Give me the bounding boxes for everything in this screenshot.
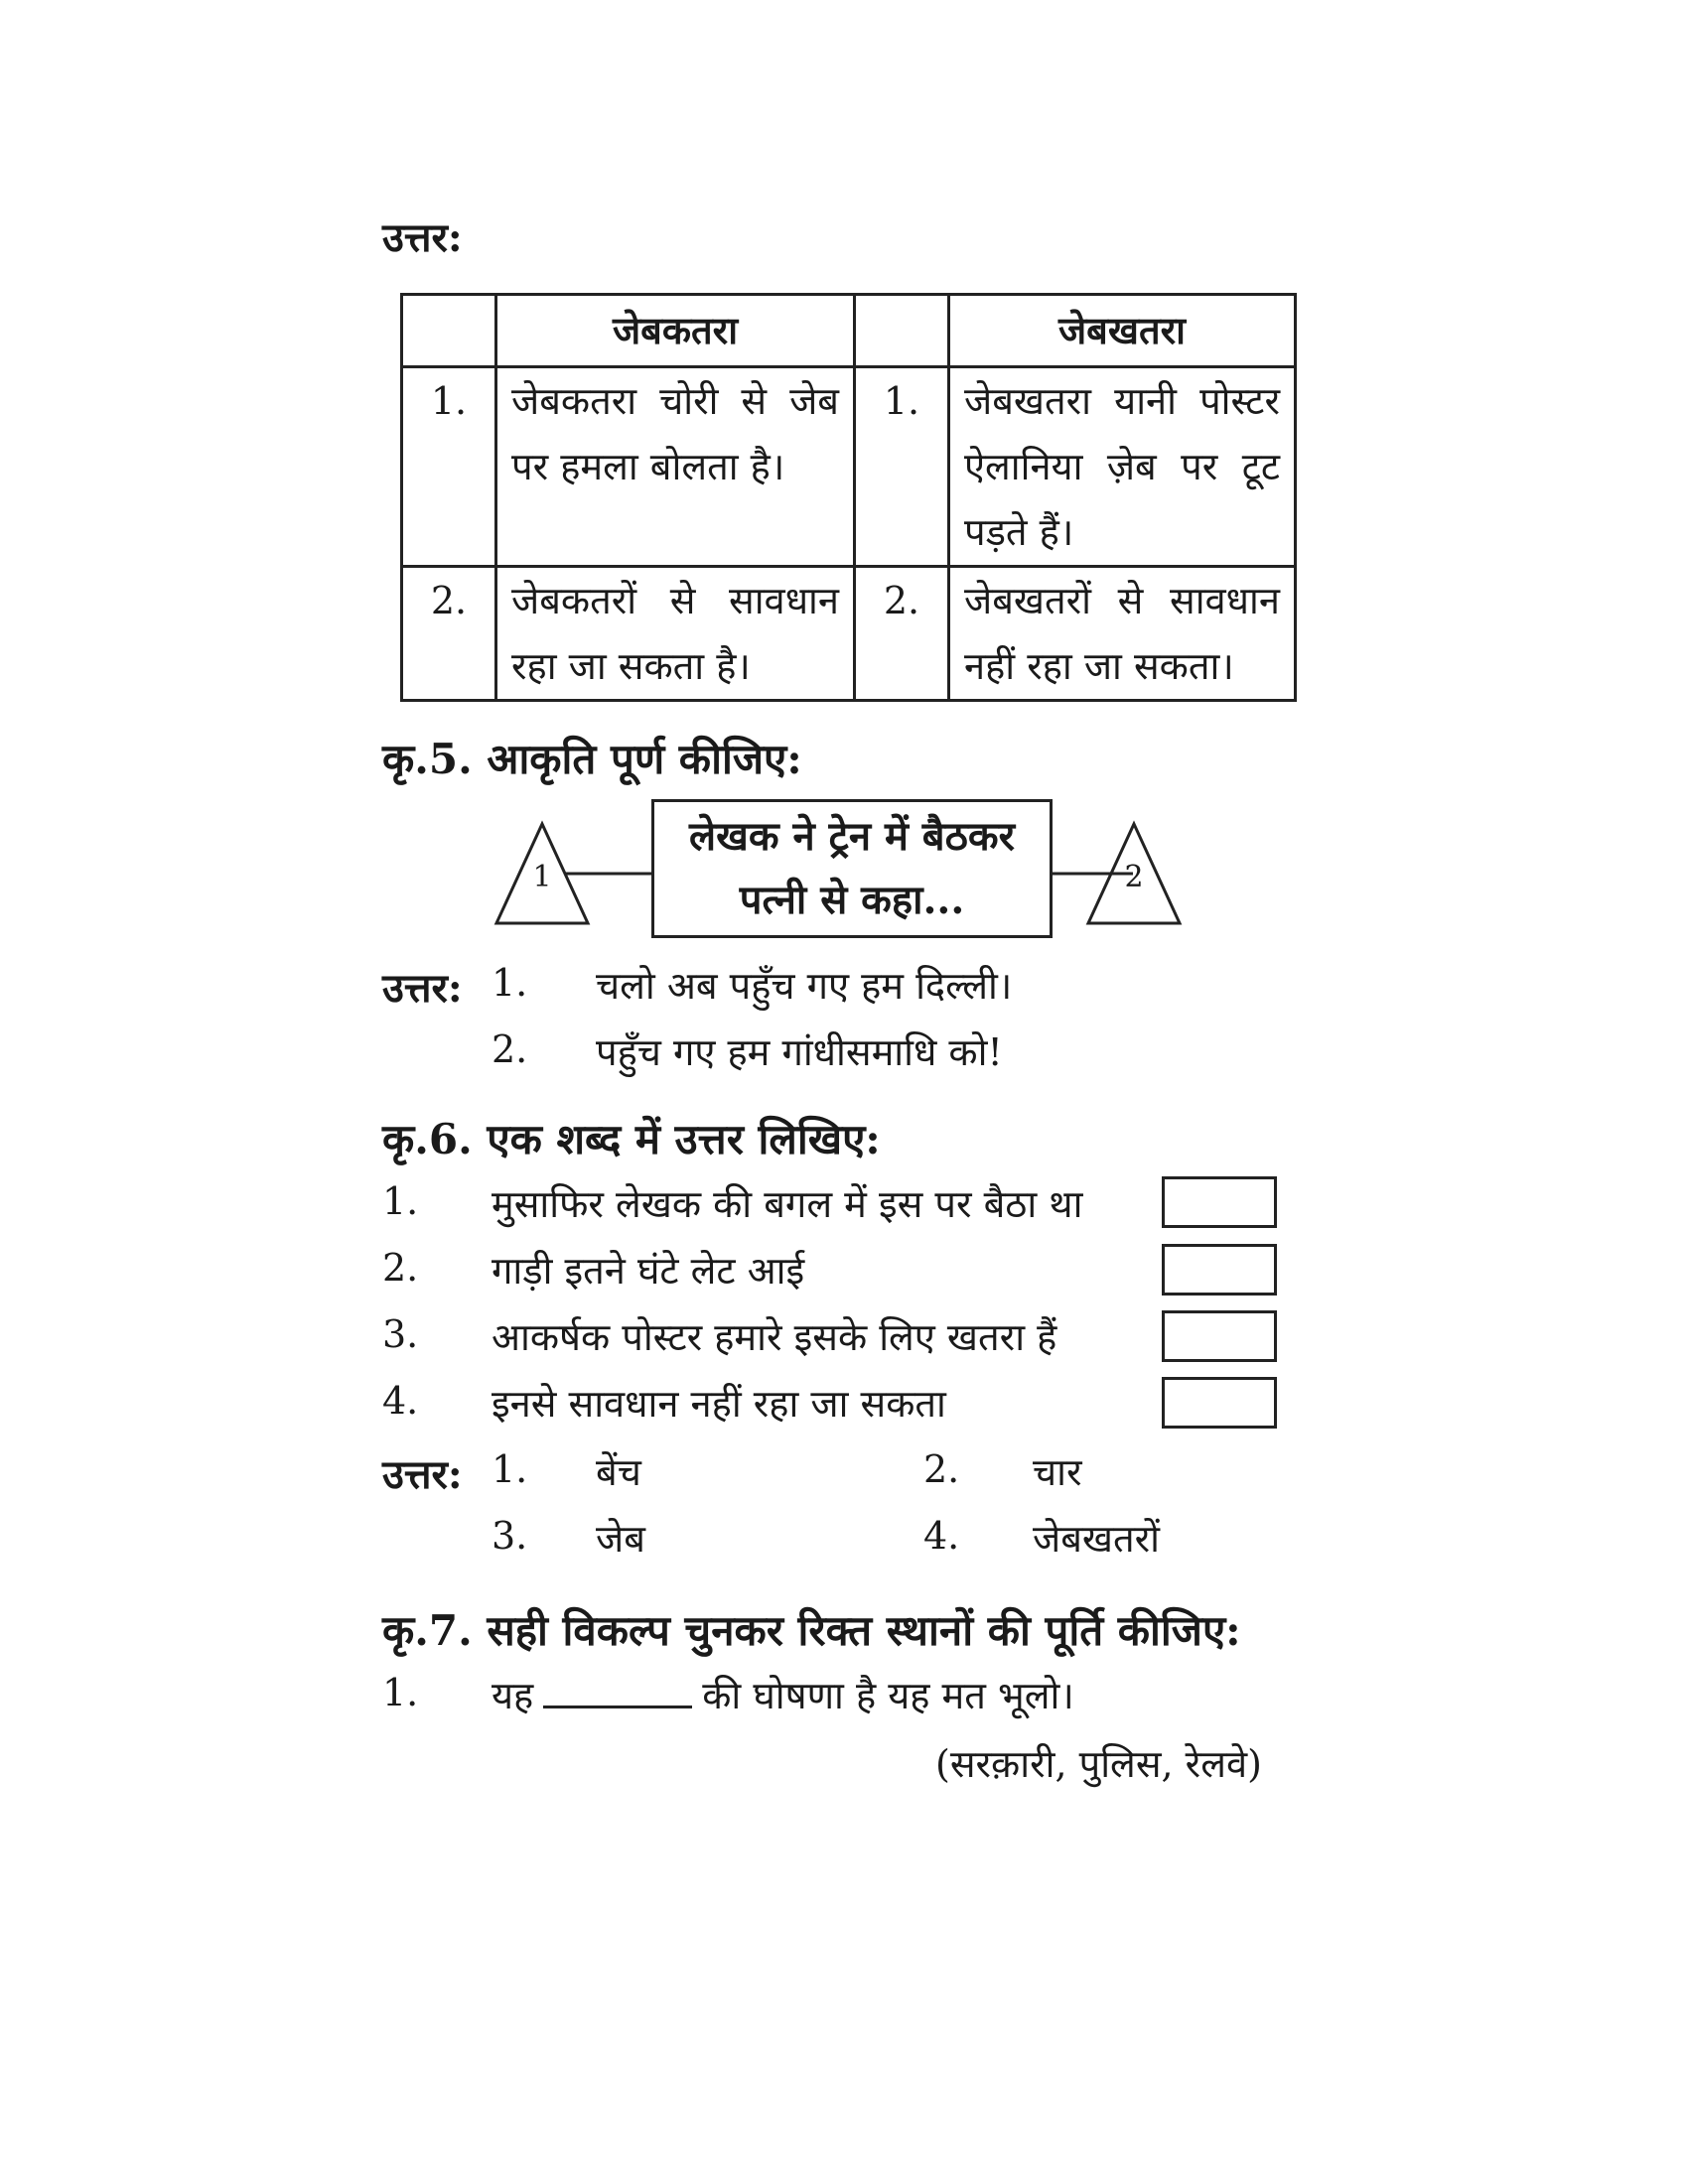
answer-label-top: उत्तर: [382,214,463,261]
q6-title: कृ.6. एक शब्द में उत्तर लिखिए: [382,1115,881,1163]
table-cell: जेबकतरों से सावधान रहा जा सकता है। [496,567,855,701]
q6-answer-text: जेबखतरों [1033,1517,1161,1561]
table-row [402,567,1296,701]
triangle-label-2: 2 [1124,860,1144,894]
q6-answer-text: चार [1033,1450,1082,1494]
q5-answer-number: 2. [492,1027,528,1071]
q6-item-text: इनसे सावधान नहीं रहा जा सकता [492,1382,946,1426]
q6-answer-label: उत्तर: [382,1451,463,1498]
comparison-table [400,293,1297,702]
q6-item-number: 4. [382,1379,419,1423]
q6-item-number: 3. [382,1312,419,1356]
q5-center-box [651,799,1053,938]
q7-title: कृ.7. सही विकल्प चुनकर रिक्त स्थानों की पूर्ति कीजिए: [382,1606,1241,1655]
q7-sentence [492,1669,1074,1720]
table-header-col2: जेबखतरा [949,295,1296,367]
q5-answer-text: पहुँच गए हम गांधीसमाधि को! [596,1030,1003,1074]
q5-answer-number: 1. [492,961,528,1005]
table-header-row [402,295,1296,367]
q7-options: (सरक़ारी, पुलिस, रेलवे) [935,1742,1262,1786]
q6-item-text: आकर्षक पोस्टर हमारे इसके लिए खतरा हैं [492,1315,1057,1359]
q6-answer-number: 3. [492,1514,528,1558]
q6-answer-text: बेंच [596,1450,641,1494]
table-row [402,367,1296,567]
box-line-1: लेखक ने ट्रेन में बैठकर [689,813,1015,860]
q5-answer-label: उत्तर: [382,965,463,1012]
q7-after-blank: की घोषणा है यह मत भूलो। [702,1674,1074,1717]
q6-answer-number: 1. [492,1447,528,1491]
row-number: 1. [402,367,496,567]
q6-item-text: गाड़ी इतने घंटे लेट आई [492,1249,805,1293]
q7-blank[interactable] [543,1676,692,1708]
triangle-label-1: 1 [532,860,552,894]
q5-title: कृ.5. आकृति पूर्ण कीजिए: [382,735,802,783]
q7-item-number: 1. [382,1671,419,1714]
table-header-empty-2 [855,295,949,367]
table-cell: जेबखतरों से सावधान नहीं रहा जा सकता। [949,567,1296,701]
q6-answer-box[interactable] [1162,1310,1277,1362]
table-header-empty-1 [402,295,496,367]
table-cell: जेबकतरा चोरी से जेब पर हमला बोलता है। [496,367,855,567]
row-number: 1. [855,367,949,567]
q5-answer-text: चलो अब पहुँच गए हम दिल्ली। [596,964,1013,1008]
q7-before-blank: यह [492,1674,534,1717]
q6-item-number: 2. [382,1246,419,1290]
box-line-2: पत्नी से कहा... [739,877,965,923]
q6-item-number: 1. [382,1179,419,1223]
row-number: 2. [855,567,949,701]
table-cell: जेबखतरा यानी पोस्टर ऐलानिया ज़ेब पर टूट पड़ते हैं। [949,367,1296,567]
q6-answer-text: जेब [596,1517,645,1561]
table-header-col1: जेबकतरा [496,295,855,367]
q6-item-text: मुसाफिर लेखक की बगल में इस पर बैठा था [492,1182,1083,1226]
q6-answer-box[interactable] [1162,1377,1277,1429]
q6-answer-number: 2. [923,1447,960,1491]
q6-answer-box[interactable] [1162,1176,1277,1228]
q6-answer-number: 4. [923,1514,960,1558]
row-number: 2. [402,567,496,701]
q6-answer-box[interactable] [1162,1244,1277,1296]
